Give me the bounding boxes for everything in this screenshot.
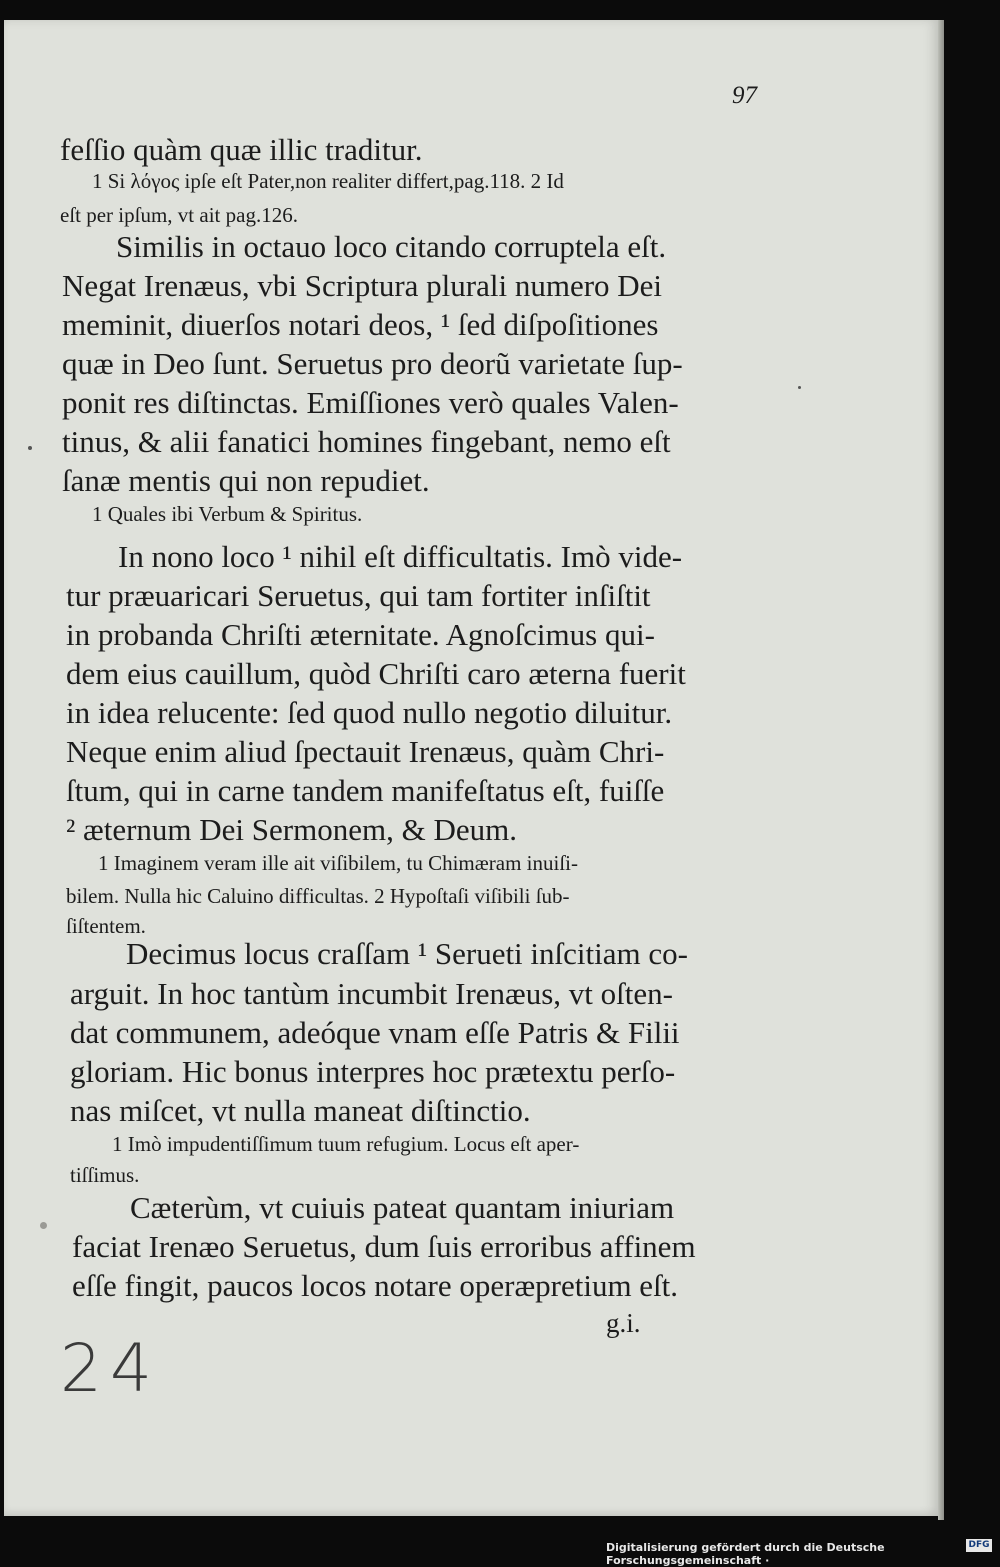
text-line: dem eius cauillum, quòd Chriſti caro æterna fuerit — [66, 656, 686, 691]
text-line: quæ in Deo ſunt. Seruetus pro deorũ varietate ſup- — [62, 346, 683, 381]
dfg-logo: DFG — [966, 1539, 992, 1552]
text-line: tur præuaricari Seruetus, qui tam fortiter inſiſtit — [66, 578, 651, 613]
text-line: in probanda Chriſti æternitate. Agnoſcimus qui- — [66, 617, 655, 652]
page-edge — [938, 20, 944, 1520]
text-line: Decimus locus craſſam ¹ Serueti inſcitiam co- — [126, 936, 688, 971]
text-line: feſſio quàm quæ illic traditur. — [60, 132, 423, 167]
text-line: in idea relucente: ſed quod nullo negotio diluitur. — [66, 695, 673, 730]
text-line: faciat Irenæo Seruetus, dum ſuis erroribus affinem — [72, 1229, 696, 1264]
footnote-line: 1 Imò impudentiſſimum tuum refugium. Locus eſt aper- — [112, 1132, 580, 1156]
text-line: nas miſcet, vt nulla maneat diſtinctio. — [70, 1093, 531, 1128]
text-line: dat communem, adeóque vnam eſſe Patris & Filii — [70, 1015, 680, 1050]
footnote-line: eſt per ipſum, vt ait pag.126. — [60, 203, 298, 227]
footnote-line: tiſſimus. — [70, 1163, 140, 1187]
text-line: gloriam. Hic bonus interpres hoc prætextu perſo- — [70, 1054, 676, 1089]
text-line: ponit res diſtinctas. Emiſſiones verò quales Valen- — [62, 385, 679, 420]
footnote-line: bilem. Nulla hic Caluino difficultas. 2 Hypoſtaſi viſibili ſub- — [66, 884, 570, 908]
text-line: In nono loco ¹ nihil eſt difficultatis. Imò vide- — [118, 539, 683, 574]
footnote-line: 1 Imaginem veram ille ait viſibilem, tu Chimæram inuiſi- — [98, 851, 578, 875]
text-line: Neque enim aliud ſpectauit Irenæus, quàm Chri- — [66, 734, 665, 769]
footnote-line: 1 Quales ibi Verbum & Spiritus. — [92, 502, 363, 526]
text-line: meminit, diuerſos notari deos, ¹ ſed diſpoſitiones — [62, 307, 659, 342]
ink-speck — [28, 446, 32, 450]
ink-speck — [798, 386, 801, 389]
page-number: 97 — [732, 82, 757, 109]
text-line: Negat Irenæus, vbi Scriptura plurali numero Dei — [62, 268, 663, 303]
text-line: arguit. In hoc tantùm incumbit Irenæus, vt oſten- — [70, 976, 673, 1011]
footnote-line: 1 Si λόγος ipſe eſt Pater,non realiter differt,pag.118. 2 Id — [92, 169, 564, 193]
ink-speck — [40, 1222, 47, 1229]
text-line: tinus, & alii fanatici homines fingebant, nemo eſt — [62, 424, 671, 459]
signature-mark: g.i. — [606, 1308, 641, 1338]
text-line: Cæterùm, vt cuiuis pateat quantam iniuriam — [130, 1190, 675, 1225]
text-line: ſtum, qui in carne tandem manifeſtatus eſt, fuiſſe — [66, 773, 665, 808]
text-line: ſanæ mentis qui non repudiet. — [62, 463, 430, 498]
text-line: Similis in octauo loco citando corruptela eſt. — [116, 229, 667, 264]
digitization-credit: Digitalisierung gefördert durch die Deutsche Forschungsgemeinschaft · — [606, 1541, 885, 1567]
text-line: ² æternum Dei Sermonem, & Deum. — [66, 812, 517, 847]
text-line: eſſe fingit, paucos locos notare operæpretium eſt. — [72, 1268, 679, 1303]
footnote-line: ſiſtentem. — [66, 914, 146, 938]
handwritten-folio-number: 24 — [60, 1330, 160, 1407]
